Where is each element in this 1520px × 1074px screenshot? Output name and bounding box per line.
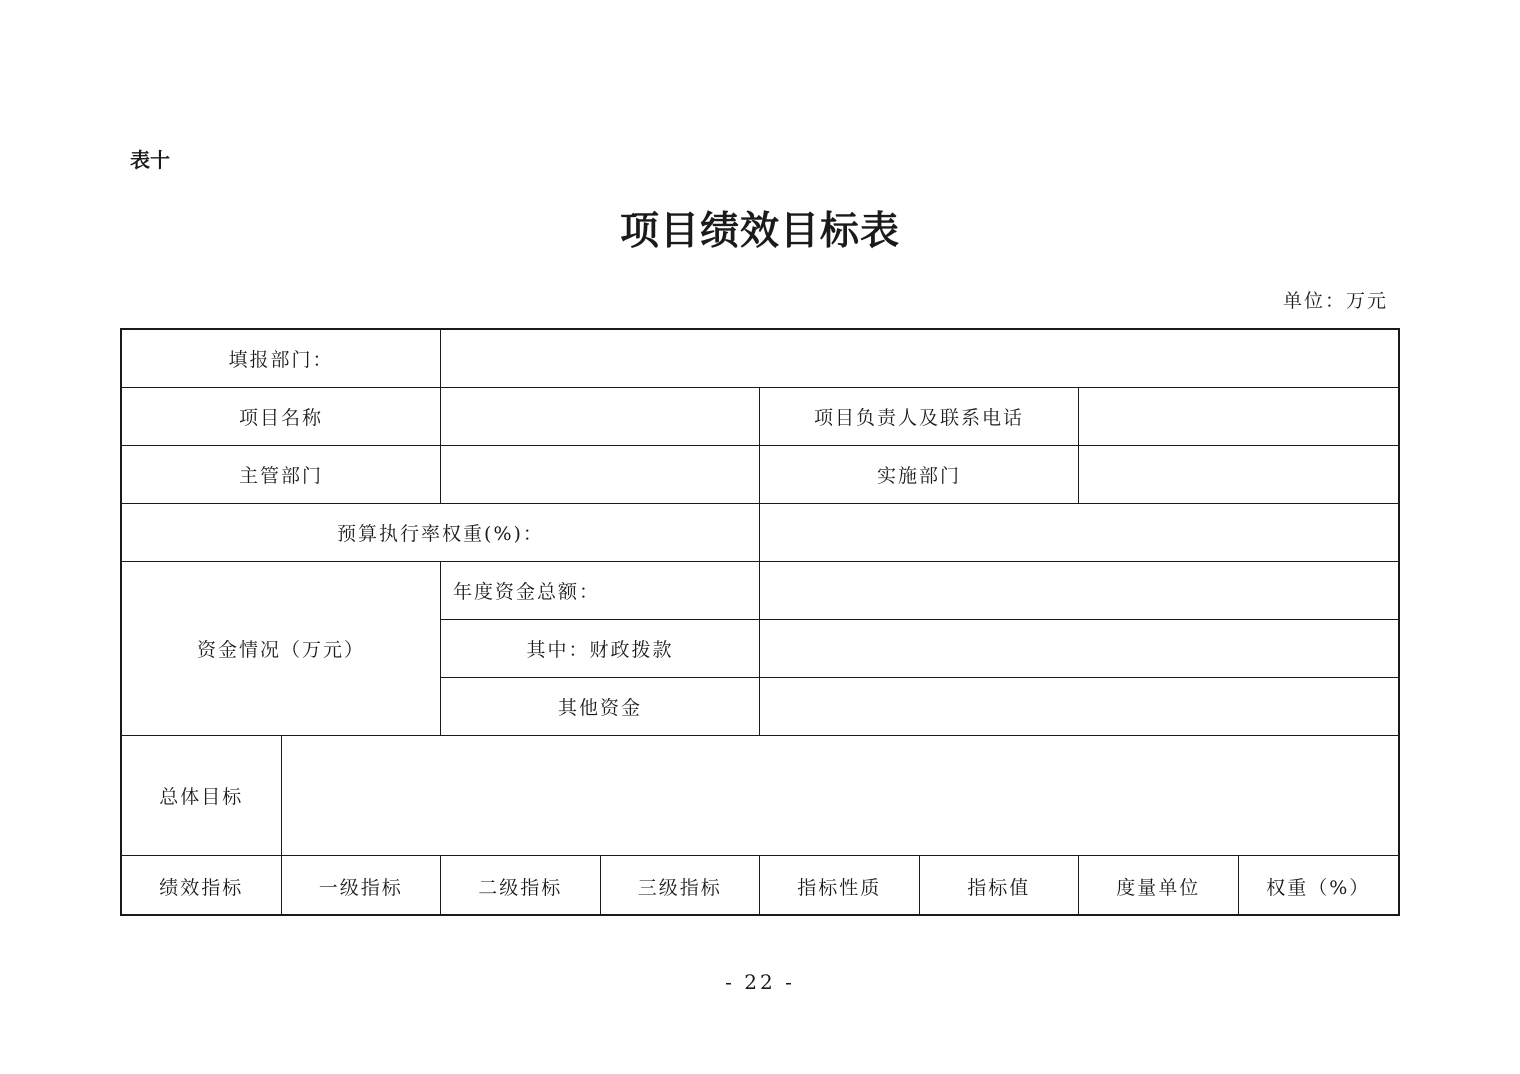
project-lead-field[interactable] bbox=[1079, 388, 1398, 446]
supervising-dept-field[interactable] bbox=[441, 446, 760, 504]
other-funds-label: 其他资金 bbox=[441, 678, 760, 736]
indicator-header: 指标性质 bbox=[760, 856, 920, 916]
project-name-label: 项目名称 bbox=[122, 388, 441, 446]
annual-total-field[interactable] bbox=[760, 562, 1398, 620]
budget-weight-label: 预算执行率权重(%)： bbox=[122, 504, 760, 562]
indicator-header: 一级指标 bbox=[282, 856, 442, 916]
implementing-dept-label: 实施部门 bbox=[760, 446, 1079, 504]
indicator-header: 二级指标 bbox=[441, 856, 601, 916]
indicator-header: 度量单位 bbox=[1079, 856, 1239, 916]
page-title: 项目绩效目标表 bbox=[619, 208, 900, 254]
indicator-header: 三级指标 bbox=[601, 856, 761, 916]
annual-total-label: 年度资金总额： bbox=[441, 562, 760, 620]
fiscal-appropriation-field[interactable] bbox=[760, 620, 1398, 678]
page-number: - 22 - bbox=[725, 970, 795, 994]
indicator-header: 权重（%） bbox=[1266, 876, 1371, 899]
table-code: 表十 bbox=[130, 148, 170, 172]
reporting-dept-field[interactable] bbox=[441, 330, 1398, 388]
performance-goal-table bbox=[120, 328, 1400, 916]
budget-weight-field[interactable] bbox=[760, 504, 1398, 562]
reporting-dept-label: 填报部门： bbox=[122, 330, 441, 388]
indicator-header: 绩效指标 bbox=[122, 856, 282, 916]
overall-goal-field[interactable] bbox=[282, 736, 1399, 856]
overall-goal-label: 总体目标 bbox=[122, 736, 282, 856]
implementing-dept-field[interactable] bbox=[1079, 446, 1398, 504]
funding-label: 资金情况（万元） bbox=[122, 562, 441, 736]
project-lead-label: 项目负责人及联系电话 bbox=[760, 388, 1079, 446]
indicator-header: 指标值 bbox=[920, 856, 1080, 916]
unit-note: 单位：万元 bbox=[1282, 290, 1388, 312]
fiscal-appropriation-label: 其中：财政拨款 bbox=[441, 620, 760, 678]
other-funds-field[interactable] bbox=[760, 678, 1398, 736]
project-name-field[interactable] bbox=[441, 388, 760, 446]
supervising-dept-label: 主管部门 bbox=[122, 446, 441, 504]
